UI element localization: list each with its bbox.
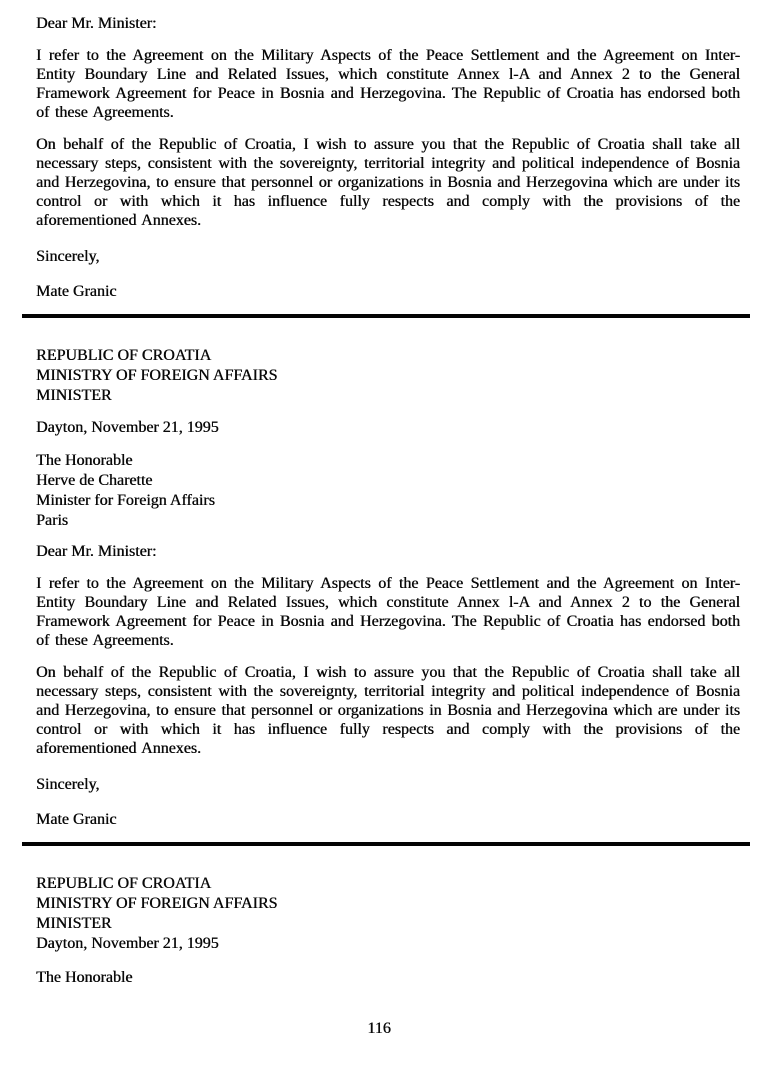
letter-fragment-bottom <box>36 874 740 987</box>
recipient-line: The Honorable <box>36 452 133 469</box>
letterhead <box>36 346 740 406</box>
body-paragraph: I refer to the Agreement on the Military Aspects of the Peace Settlement and the Agreement on Inter-Entity Boundary Line and Related Issues, which constitute Annex l-A and Annex 2 to the General Framework Agreement for Peace in Bosnia and Herzegovina. The Republic of Croatia has endorsed both of these Agreements. <box>36 47 740 121</box>
dateline: Dayton, November 21, 1995 <box>36 419 219 436</box>
salutation: Dear Mr. Minister: <box>36 543 157 560</box>
body-paragraph: On behalf of the Republic of Croatia, I wish to assure you that the Republic of Croatia shall take all necessary steps, consistent with the sovereignty, territorial integrity and political independence of Bosnia and Herzegovina, to ensure that personnel or organizations in Bosnia and Herzegovina which are under its control or with which it has influence fully respects and comply with the provisions of the aforementioned Annexes. <box>36 136 740 229</box>
recipient-line: The Honorable <box>36 969 133 986</box>
dateline: Dayton, November 21, 1995 <box>36 935 219 952</box>
signature-name: Mate Granic <box>36 283 117 300</box>
body-paragraph: On behalf of the Republic of Croatia, I wish to assure you that the Republic of Croatia shall take all necessary steps, consistent with the sovereignty, territorial integrity and political independence of Bosnia and Herzegovina, to ensure that personnel or organizations in Bosnia and Herzegovina which are under its control or with which it has influence fully respects and comply with the provisions of the aforementioned Annexes. <box>36 664 740 757</box>
closing: Sincerely, <box>36 776 100 793</box>
letter-fragment-top <box>36 14 740 301</box>
letterhead <box>36 874 740 954</box>
body-paragraph: I refer to the Agreement on the Military Aspects of the Peace Settlement and the Agreement on Inter-Entity Boundary Line and Related Issues, which constitute Annex l-A and Annex 2 to the General Framework Agreement for Peace in Bosnia and Herzegovina. The Republic of Croatia has endorsed both of these Agreements. <box>36 575 740 649</box>
recipient-line: Herve de Charette <box>36 472 153 489</box>
separator-rule <box>22 842 750 846</box>
letterhead-line: MINISTRY OF FOREIGN AFFAIRS <box>36 367 278 384</box>
letterhead-line: MINISTRY OF FOREIGN AFFAIRS <box>36 895 278 912</box>
letterhead-line: REPUBLIC OF CROATIA <box>36 875 212 892</box>
closing: Sincerely, <box>36 248 100 265</box>
recipient-address <box>36 451 740 531</box>
salutation: Dear Mr. Minister: <box>36 15 157 32</box>
letterhead-line: MINISTER <box>36 387 112 404</box>
letter-to-herve-de-charette <box>36 346 740 829</box>
recipient-line: Minister for Foreign Affairs <box>36 492 215 509</box>
letterhead-line: MINISTER <box>36 915 112 932</box>
page-number: 116 <box>367 1020 391 1037</box>
letterhead-line: REPUBLIC OF CROATIA <box>36 347 212 364</box>
recipient-line: Paris <box>36 512 68 529</box>
signature-name: Mate Granic <box>36 811 117 828</box>
separator-rule <box>22 314 750 318</box>
